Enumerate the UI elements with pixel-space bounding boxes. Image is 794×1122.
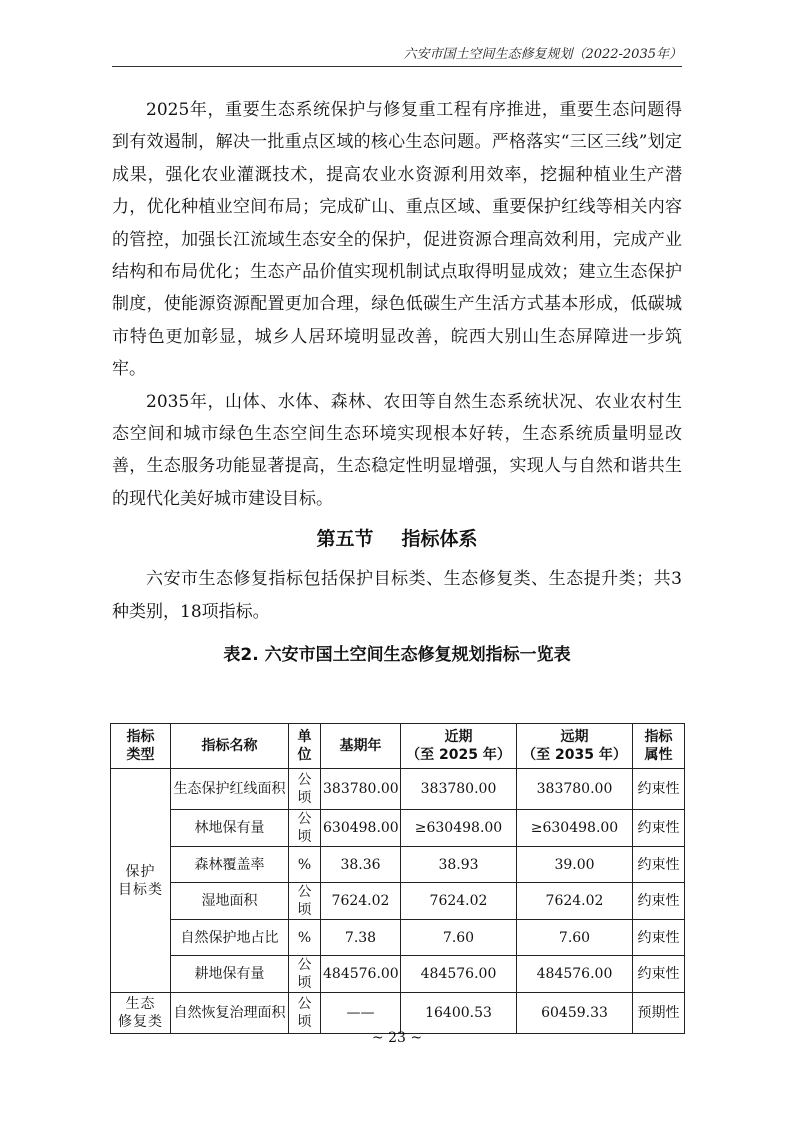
indicator-base: 38.36 (321, 847, 401, 883)
indicator-near: 7.60 (401, 920, 517, 956)
document-body (112, 94, 682, 672)
indicator-base: 7.38 (321, 920, 401, 956)
indicator-unit: % (289, 920, 321, 956)
header-name: 指标名称 (171, 724, 289, 769)
header-base: 基期年 (321, 724, 401, 769)
indicator-far: 484576.00 (517, 956, 633, 993)
indicator-attr: 预期性 (633, 993, 685, 1034)
table-row (111, 769, 685, 810)
section-title: 指标体系 (401, 528, 478, 551)
indicator-base: —— (321, 993, 401, 1034)
running-header (112, 44, 682, 67)
indicator-attr: 约束性 (633, 883, 685, 920)
indicator-unit: 公顷 (289, 883, 321, 920)
indicator-far: ≥630498.00 (517, 810, 633, 847)
indicator-attr: 约束性 (633, 847, 685, 883)
indicator-name: 自然保护地占比 (171, 920, 289, 956)
table-row (111, 883, 685, 920)
indicator-table (110, 723, 685, 1034)
table-row (111, 956, 685, 993)
header-unit: 单位 (289, 724, 321, 769)
indicator-far: 383780.00 (517, 769, 633, 810)
indicator-unit: 公顷 (289, 810, 321, 847)
indicator-near: ≥630498.00 (401, 810, 517, 847)
table-row (111, 810, 685, 847)
category-cell: 生态 修复类 (111, 993, 171, 1034)
indicator-attr: 约束性 (633, 956, 685, 993)
header-attr: 指标 属性 (633, 724, 685, 769)
header-type: 指标 类型 (111, 724, 171, 769)
indicator-unit: 公顷 (289, 769, 321, 810)
indicator-attr: 约束性 (633, 920, 685, 956)
indicator-name: 自然恢复治理面积 (171, 993, 289, 1034)
section-number: 第五节 (316, 528, 374, 551)
indicator-name: 生态保护红线面积 (171, 769, 289, 810)
indicator-unit: 公顷 (289, 956, 321, 993)
table-caption: 表2. 六安市国土空间生态修复规划指标一览表 (223, 645, 571, 666)
category-cell: 保护 目标类 (111, 769, 171, 993)
indicator-name: 耕地保有量 (171, 956, 289, 993)
indicator-unit: 公顷 (289, 993, 321, 1034)
indicator-near: 16400.53 (401, 993, 517, 1034)
indicator-far: 39.00 (517, 847, 633, 883)
indicator-near: 7624.02 (401, 883, 517, 920)
indicator-far: 60459.33 (517, 993, 633, 1034)
paragraph-2035-goals: 2035年，山体、水体、森林、农田等自然生态系统状况、农业农村生态空间和城市绿色生态空间生态环境实现根本好转，生态系统质量明显改善，生态服务功能显著提高，生态稳定性明显增强，实现人与自然和谐共生的现代化美好城市建设目标。 (112, 391, 682, 509)
table-row (111, 993, 685, 1034)
header-title: 六安市国土空间生态修复规划（2022-2035年） (403, 47, 682, 62)
indicator-name: 湿地面积 (171, 883, 289, 920)
indicator-far: 7.60 (517, 920, 633, 956)
indicator-far: 7624.02 (517, 883, 633, 920)
paragraph-indicator-intro: 六安市生态修复指标包括保护目标类、生态修复类、生态提升类；共3种类别，18项指标。 (112, 569, 682, 622)
table-header-row (111, 724, 685, 769)
table-row (111, 847, 685, 883)
table-row (111, 920, 685, 956)
indicator-unit: % (289, 847, 321, 883)
indicator-base: 630498.00 (321, 810, 401, 847)
header-far: 远期 （至 2035 年） (517, 724, 633, 769)
indicator-attr: 约束性 (633, 769, 685, 810)
indicator-name: 森林覆盖率 (171, 847, 289, 883)
indicator-attr: 约束性 (633, 810, 685, 847)
page-number: ~ 23 ~ (371, 1030, 423, 1046)
header-near: 近期 （至 2025 年） (401, 724, 517, 769)
indicator-near: 38.93 (401, 847, 517, 883)
indicator-near: 484576.00 (401, 956, 517, 993)
indicator-near: 383780.00 (401, 769, 517, 810)
indicator-name: 林地保有量 (171, 810, 289, 847)
section-heading (112, 523, 682, 555)
indicator-base: 383780.00 (321, 769, 401, 810)
paragraph-2025-goals: 2025年，重要生态系统保护与修复重工程有序推进，重要生态问题得到有效遏制，解决一批重点区域的核心生态问题。严格落实“三区三线”划定成果，强化农业灌溉技术，提高农业水资源利用效率，挖掘种植业生产潜力，优化种植业空间布局；完成矿山、重点区域、重要保护红线等相关内容的管控，加强长江流域生态安全的保护，促进资源合理高效利用，完成产业结构和布局优化；生态产品价值实现机制试点取得明显成效；建立生态保护制度，使能源资源配置更加合理，绿色低碳生产生活方式基本形成，低碳城市特色更加彰显，城乡人居环境明显改善，皖西大别山生态屏障进一步筑牢。 (112, 100, 682, 380)
indicator-base: 7624.02 (321, 883, 401, 920)
indicator-base: 484576.00 (321, 956, 401, 993)
